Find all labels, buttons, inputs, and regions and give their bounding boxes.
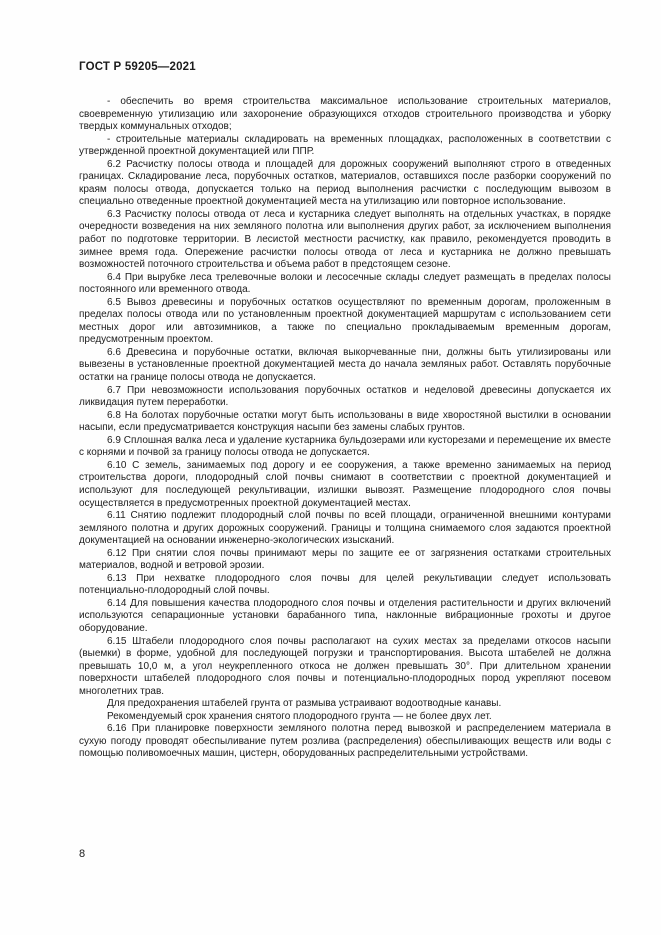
paragraph-6-14: 6.14 Для повышения качества плодородного слоя почвы и отделения растительности и других включений используются сепарационные установки барабанного типа, наклонные вибрационные грохоты и другое оборудование. bbox=[79, 597, 611, 634]
paragraph-6-13: 6.13 При нехватке плодородного слоя почвы для целей рекультивации следует использовать потенциально-плодородный слой почвы. bbox=[79, 572, 611, 597]
paragraph-6-4: 6.4 При вырубке леса трелевочные волоки и лесосечные склады следует размещать в пределах полосы постоянного или временного отвода. bbox=[79, 271, 611, 296]
paragraph-6-6: 6.6 Древесина и порубочные остатки, включая выкорчеванные пни, должны быть утилизированы или вывезены в установленные проектной документацией места до начала земляных работ. Оставлять порубочные остатки на границе полосы отвода не допускается. bbox=[79, 346, 611, 384]
paragraph-6-9: 6.9 Сплошная валка леса и удаление кустарника бульдозерами или кусторезами и перемещение их вместе с корнями и почвой за границу полосы отвода не допускается. bbox=[79, 434, 611, 459]
paragraph-storage-term: Рекомендуемый срок хранения снятого плодородного грунта — не более двух лет. bbox=[107, 710, 492, 722]
paragraph-bullet-materials: - обеспечить во время строительства максимальное использование строительных материалов, своевременную утилизацию или захоронение образующихся отходов строительного производства и уборку твердых коммунальных отходов; bbox=[79, 96, 611, 133]
paragraph-6-12: 6.12 При снятии слоя почвы принимают меры по защите ее от загрязнения остатками строительных материалов, водной и ветровой эрозии. bbox=[79, 547, 611, 572]
paragraph-6-2: 6.2 Расчистку полосы отвода и площадей для дорожных сооружений выполняют строго в отведенных границах. Складирование леса, порубочных остатков, материалов, оставшихся после разборки сооружений по краям полосы отвода, допускается только на период выполнения расчистки с последующим вывозом в специально отведенные проектной документацией места на утилизацию или повторное использование. bbox=[79, 158, 611, 208]
paragraph-6-5: 6.5 Вывоз древесины и порубочных остатков осуществляют по временным дорогам, проложенным в пределах полосы отвода или по установленным проектной документацией маршрутам с использованием сети местных дорог или автозимников, а также по специально прокладываемым временным дорогам, предусмотренным проектом. bbox=[79, 296, 611, 346]
paragraph-6-7: 6.7 При невозможности использования порубочных остатков и неделовой древесины допускается их ликвидация путем переработки. bbox=[79, 384, 611, 409]
paragraph-drainage: Для предохранения штабелей грунта от размыва устраивают водоотводные канавы. bbox=[107, 698, 502, 710]
page-number: 8 bbox=[79, 848, 86, 860]
paragraph-6-16: 6.16 При планировке поверхности земляного полотна перед вывозкой и распределением материала в сухую погоду проводят обеспыливание путем розлива (распределения) обеспыливающих веществ или воды с помощью поливомоечных машин, цистерн, оборудованных распределительными устройствами. bbox=[79, 723, 611, 760]
document-code-header: ГОСТ Р 59205—2021 bbox=[79, 61, 196, 73]
paragraph-6-8: 6.8 На болотах порубочные остатки могут быть использованы в виде хворостяной выстилки в основании насыпи, если предусматривается конструкция насыпи без замены слабых грунтов. bbox=[79, 409, 611, 434]
paragraph-bullet-storage: - строительные материалы складировать на временных площадках, расположенных в соответствии с утвержденной проектной документацией или ППР. bbox=[79, 133, 611, 158]
paragraph-6-11: 6.11 Снятию подлежит плодородный слой почвы по всей площади, ограниченной внешними контурами земляного полотна и других дорожных сооружений. Границы и толщина снимаемого слоя задаются проектной документацией на основании инженерно-экологических изысканий. bbox=[79, 510, 611, 547]
paragraph-6-15: 6.15 Штабели плодородного слоя почвы располагают на сухих местах за пределами откосов насыпи (выемки) в форме, удобной для последующей погрузки и транспортирования. Высота штабелей не должна превышать 10,0 м, а угол неукрепленного откоса не должен превышать 30°. При длительном хранении поверхности штабелей плодородного слоя почвы и потенциально-плодородных пород укрепляют посевом многолетних трав. bbox=[79, 635, 611, 697]
document-body bbox=[79, 96, 611, 761]
paragraph-6-10: 6.10 С земель, занимаемых под дорогу и ее сооружения, а также временно занимаемых на период строительства дороги, плодородный слой почвы снимают в соответствии с проектной документацией и используют для последующей рекультивации, излишки вывозят. Размещение плодородного слоя почвы осуществляется в предусмотренных проектной документацией местах. bbox=[79, 459, 611, 509]
paragraph-6-3: 6.3 Расчистку полосы отвода от леса и кустарника следует выполнять на отдельных участках, в порядке очередности возведения на них земляного полотна или выполнения других работ, за исключением выполнения работ по подготовке территории. В лесистой местности расчистку, как правило, рекомендуется проводить в зимнее время года. Опережение расчистки полосы отвода от леса и кустарника не должно превышать возможностей поточного строительства и объема работ в предстоящем сезоне. bbox=[79, 208, 611, 271]
